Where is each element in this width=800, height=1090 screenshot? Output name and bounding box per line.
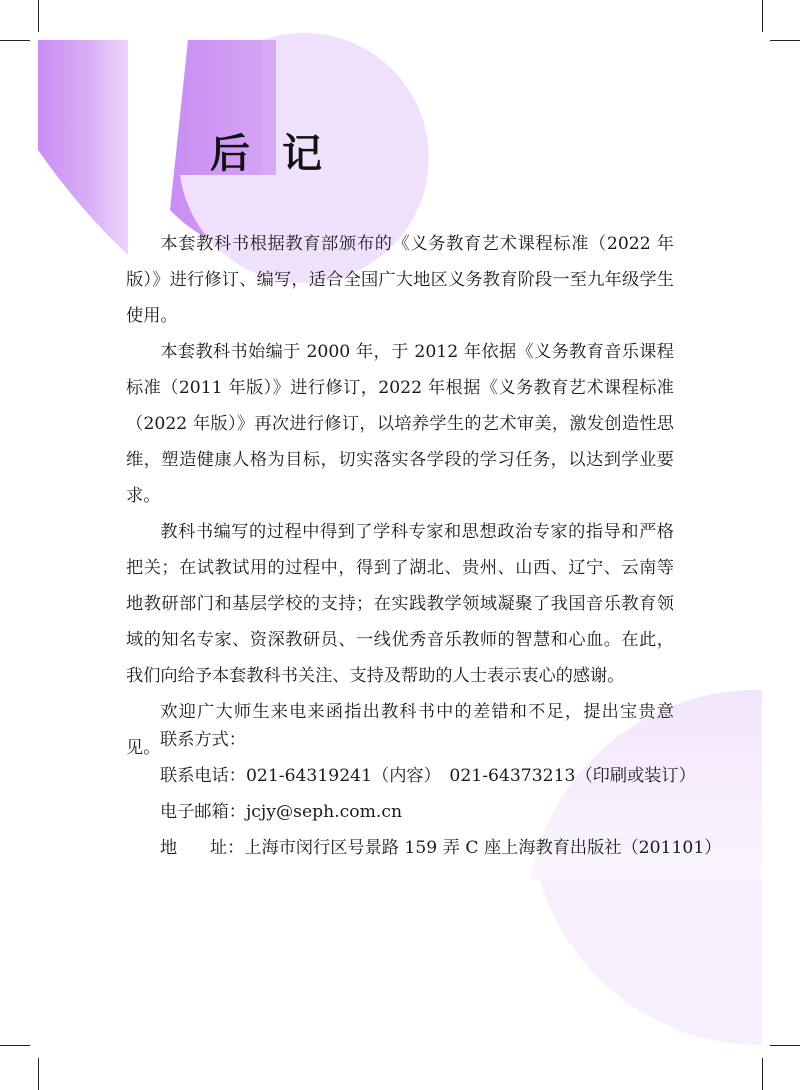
phone-value: 021-64319241（内容） 021-64373213（印刷或装订） [245,766,696,786]
email-value: jcjy@seph.com.cn [245,802,403,822]
contact-heading: 联系方式： [160,730,246,750]
phone-label: 联系电话： [160,766,246,786]
decor-left-bar [38,40,128,255]
address-label: 地 址： [160,838,245,858]
contact-block [160,722,721,866]
paragraph: 教科书编写的过程中得到了学科专家和思想政治专家的指导和严格把关；在试教试用的过程中，得到了湖北、贵州、山西、辽宁、云南等地教研部门和基层学校的支持；在实践教学领域凝聚了我国音乐教育领域的知名专家、资深教研员、一线优秀音乐教师的智慧和心血。在此，我们向给予本套教科书关注、支持及帮助的人士表示衷心的感谢。 [126,522,674,686]
paragraph: 本套教科书始编于 2000 年，于 2012 年依据《义务教育音乐课程标准（2011 年版）》进行修订，2022 年根据《义务教育艺术课程标准（2022 年版）》再次进行修订，以培养学生的艺术审美，激发创造性思维，塑造健康人格为目标，切实落实各学段的学习任务，以达到学业要求。 [126,342,674,506]
crop-mark [762,1058,763,1090]
crop-mark [770,40,800,41]
paragraph: 本套教科书根据教育部颁布的《义务教育艺术课程标准（2022 年版）》进行修订、编写，适合全国广大地区义务教育阶段一至九年级学生使用。 [126,234,674,326]
contact-email-line [160,794,721,830]
crop-mark [770,1045,800,1046]
crop-mark [38,0,39,32]
crop-mark [0,40,30,41]
paragraph: 欢迎广大师生来电来函指出教科书中的差错和不足，提出宝贵意见。 [126,702,674,758]
crop-mark [762,0,763,32]
contact-address-line [160,830,721,866]
page-title: 后记 [210,130,354,177]
crop-mark [38,1058,39,1090]
decor-bottom-arc-2 [540,880,762,1045]
contact-phone-line [160,758,721,794]
email-label: 电子邮箱： [160,802,246,822]
crop-mark [0,1045,30,1046]
body-text [126,226,674,766]
address-value: 上海市闵行区号景路 159 弄 C 座上海教育出版社（201101） [244,838,722,858]
